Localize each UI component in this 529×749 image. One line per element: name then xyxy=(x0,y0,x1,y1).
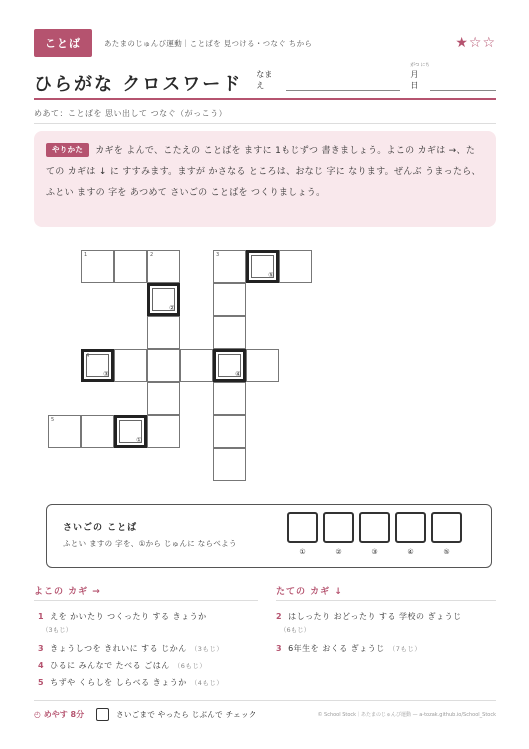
clue-text: きょうしつを きれいに する じかん xyxy=(50,644,187,653)
name-field[interactable] xyxy=(286,90,401,91)
clue-number: 2 xyxy=(150,252,154,258)
down-divider xyxy=(276,600,496,601)
series-title: あたまのじゅんび運動｜ことばを 見つける・つなぐ ちから xyxy=(104,38,313,48)
clue-text: えを かいたり つくったり する きょうか xyxy=(50,612,207,621)
clue-number: 3 xyxy=(216,252,220,258)
clue-number: 1 xyxy=(84,252,88,258)
clue-letter-count: （4もじ） xyxy=(190,679,224,687)
clue-text: ひるに みんなで たべる ごはん xyxy=(50,661,170,670)
across-clue xyxy=(38,611,207,622)
clue-letter-count: （6もじ） xyxy=(173,662,207,670)
crossword-cell[interactable] xyxy=(48,415,81,448)
clue-text: 6年生を おくる ぎょうじ xyxy=(288,644,385,653)
instructions-label: やりかた xyxy=(46,143,89,157)
self-check-label: さいごまで やったら じぶんで チェック xyxy=(116,709,257,719)
crossword-cell[interactable] xyxy=(81,415,114,448)
down-clues-title: たての カギ ↓ xyxy=(276,587,343,597)
self-check-checkbox[interactable] xyxy=(96,708,109,721)
crossword-cell[interactable] xyxy=(147,415,180,448)
credit-text: © School Stock｜あたまのじゅんび運動 — a-tozak.github.io/School_Stock xyxy=(317,711,496,718)
across-clue xyxy=(38,643,223,654)
date-ruby: がつ にち xyxy=(410,63,430,68)
order-marker: ① xyxy=(136,436,142,444)
across-clue xyxy=(38,677,223,688)
down-clue xyxy=(276,611,462,622)
crossword-cell[interactable] xyxy=(147,316,180,349)
category-badge: ことば xyxy=(34,29,92,57)
answer-slot[interactable] xyxy=(431,512,462,543)
crossword-cell[interactable] xyxy=(213,448,246,481)
answer-slot-label: ③ xyxy=(371,548,378,556)
final-answer-title: さいごの ことば xyxy=(63,523,138,533)
top-bar xyxy=(34,29,496,57)
final-answer-box xyxy=(46,504,492,568)
date-label-text: 月日 xyxy=(410,70,419,90)
crossword-cell-highlighted[interactable] xyxy=(147,283,180,316)
clue-number: 5 xyxy=(38,678,45,687)
crossword-cell[interactable] xyxy=(279,250,312,283)
title-divider xyxy=(34,98,496,100)
crossword-cell[interactable] xyxy=(213,283,246,316)
footer-divider xyxy=(34,700,496,701)
clue-number: 1 xyxy=(38,612,45,621)
order-marker: ⑤ xyxy=(268,271,274,279)
answer-slot[interactable] xyxy=(395,512,426,543)
instructions-text: カギを よんで、こたえの ことばを ますに 1もじずつ 書きましょう。よこの カギは →、たての カギは ↓ に すすみます。ますが かさなる ところは、おなじ 字に なります。ぜんぶ うまったら、ふとい ますの 字を あつめて さいごの ことばを つくりましょう。 xyxy=(46,146,481,198)
clue-number: 3 xyxy=(276,644,283,653)
date-field[interactable] xyxy=(430,90,496,91)
crossword-cell-highlighted[interactable] xyxy=(81,349,114,382)
clue-number: 5 xyxy=(51,417,55,423)
title-row xyxy=(34,63,496,96)
time-estimate: ◴ めやす 8分 xyxy=(34,709,85,719)
clue-letter-count: （3もじ） xyxy=(190,645,224,653)
clue-letter-count: （6もじ） xyxy=(280,626,311,634)
order-marker: ③ xyxy=(103,370,109,378)
crossword-cell[interactable] xyxy=(246,349,279,382)
answer-slot-label: ② xyxy=(335,548,342,556)
crossword-cell[interactable] xyxy=(147,382,180,415)
crossword-cell[interactable] xyxy=(180,349,213,382)
order-marker: ④ xyxy=(235,370,241,378)
clue-text: ちずや くらしを しらべる きょうか xyxy=(50,678,187,687)
name-label: なまえ xyxy=(256,70,273,90)
crossword-cell[interactable] xyxy=(213,382,246,415)
order-marker: ② xyxy=(169,304,175,312)
crossword-cell-highlighted[interactable] xyxy=(246,250,279,283)
across-clue xyxy=(38,660,206,671)
crossword-cell[interactable] xyxy=(81,250,114,283)
footer xyxy=(34,706,496,722)
crossword-cell[interactable] xyxy=(213,316,246,349)
aim-text: めあて：ことばを 思い出して つなぐ（がっこう） xyxy=(34,109,228,118)
clue-letter-count: （3もじ） xyxy=(42,626,73,634)
answer-slot-label: ① xyxy=(299,548,306,556)
clue-text: はしったり おどったり する 学校の ぎょうじ xyxy=(288,612,462,621)
crossword-cell[interactable] xyxy=(114,349,147,382)
clue-number: 4 xyxy=(38,661,45,670)
answer-slot[interactable] xyxy=(323,512,354,543)
answer-slot[interactable] xyxy=(359,512,390,543)
crossword-cell[interactable] xyxy=(213,250,246,283)
crossword-cell[interactable] xyxy=(213,415,246,448)
crossword-cell[interactable] xyxy=(147,250,180,283)
page-title: ひらがな クロスワード xyxy=(34,74,243,95)
clue-number: 4 xyxy=(86,353,90,359)
clue-number: 2 xyxy=(276,612,283,621)
difficulty-stars: ★☆☆ xyxy=(455,35,496,51)
aim-divider xyxy=(34,123,496,124)
crossword-cell-highlighted[interactable] xyxy=(213,349,246,382)
instructions-panel xyxy=(34,131,496,227)
date-label xyxy=(410,63,430,91)
final-answer-desc: ふとい ますの 字を、①から じゅんに ならべよう xyxy=(63,539,237,548)
crossword-cell[interactable] xyxy=(114,250,147,283)
clue-number: 3 xyxy=(38,644,45,653)
down-clue xyxy=(276,643,421,654)
crossword-cell[interactable] xyxy=(147,349,180,382)
answer-slot[interactable] xyxy=(287,512,318,543)
across-divider xyxy=(34,600,258,601)
across-clues-title: よこの カギ → xyxy=(34,587,101,597)
crossword-cell-highlighted[interactable] xyxy=(114,415,147,448)
answer-slot-label: ④ xyxy=(407,548,414,556)
answer-slot-label: ⑤ xyxy=(443,548,450,556)
clue-letter-count: （7もじ） xyxy=(388,645,422,653)
